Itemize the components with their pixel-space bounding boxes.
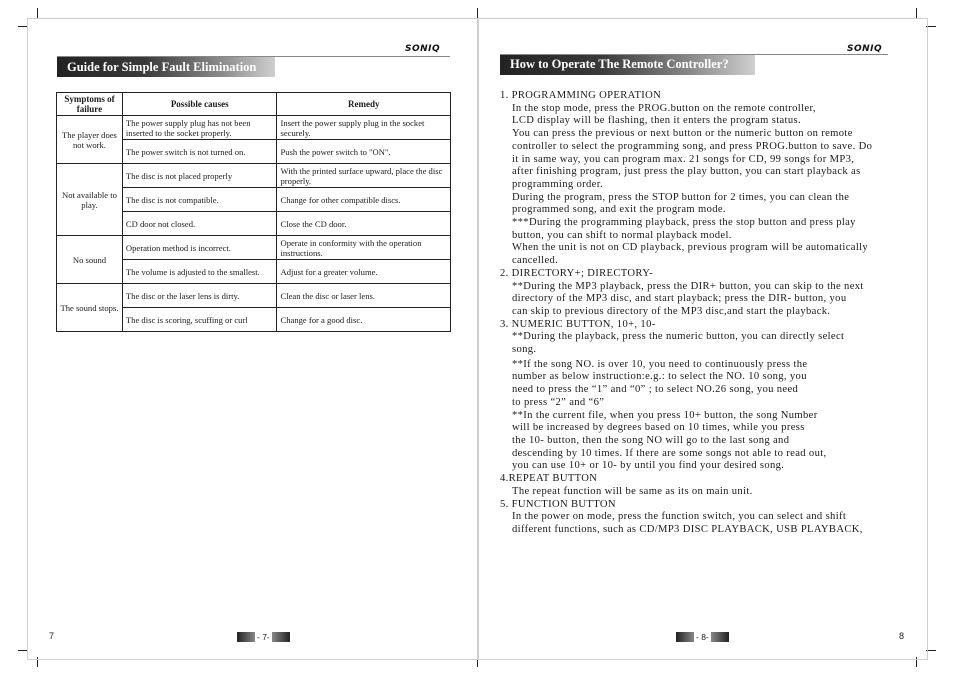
text-line: need to press the “1” and “0” ; to select NO.26 song, you need: [512, 384, 799, 396]
text-line: When the unit is not on CD playback, previous program will be automatically: [512, 242, 869, 254]
text-line: ***During the programming playback, press the stop button and press play: [512, 217, 856, 229]
crop-mark: [477, 8, 478, 18]
cause-cell: The power switch is not turned on.: [122, 140, 277, 164]
text-line: the 10- button, then the song NO will go to the last song and: [512, 434, 790, 446]
text-line: During the program, press the STOP button for 2 times, you can clean the: [512, 191, 850, 203]
text-line: **During the MP3 playback, press the DIR+ button, you can skip to the next: [512, 280, 864, 292]
section-title: 1. PROGRAMMING OPERATION: [500, 90, 662, 101]
text-line: it in same way, you can program max. 21 songs for CD, 99 songs for MP3,: [512, 153, 855, 165]
footer-block: [676, 632, 694, 642]
text-line: descending by 10 times. If there are some songs not able to read out,: [512, 447, 827, 459]
section-title: 3. NUMERIC BUTTON, 10+, 10-: [500, 318, 656, 330]
section-heading: How to Operate The Remote Controller?: [510, 57, 729, 71]
cause-cell: The volume is adjusted to the smallest.: [122, 260, 277, 284]
page-number: 7: [49, 631, 55, 641]
text-line: **During the playback, press the numeric button, you can directly select: [512, 331, 845, 343]
crop-mark: [916, 8, 917, 18]
section-title: 4.REPEAT BUTTON: [500, 473, 598, 485]
text-line: different functions, such as CD/MP3 DISC PLAYBACK, USB PLAYBACK,: [512, 523, 863, 535]
remedy-cell: Operate in conformity with the operation instructions.: [277, 236, 451, 260]
symptom-cell: No sound: [57, 236, 123, 284]
cause-cell: CD door not closed.: [122, 212, 277, 236]
footer-block: [272, 632, 290, 642]
section-title: 2. DIRECTORY+; DIRECTORY-: [500, 267, 653, 279]
text-line: button, you can shift to normal playback model.: [512, 229, 732, 241]
text-line: will be increased by degrees based on 10 times, while you press: [512, 422, 805, 434]
cause-cell: The disc is not compatible.: [122, 188, 277, 212]
text-line: cancelled.: [512, 255, 559, 267]
text-line: to press “2” and “6”: [512, 396, 605, 408]
crop-mark: [37, 8, 38, 18]
instructions-body: [500, 90, 900, 537]
text-line: can skip to previous directory of the MP3 disc,and start the playback.: [512, 305, 831, 317]
footer-block: [237, 632, 255, 642]
footer-label: - 7-: [257, 632, 270, 642]
text-line: The repeat function will be same as its on main unit.: [512, 485, 753, 497]
remedy-cell: Change for a good disc.: [277, 308, 451, 332]
symptom-cell: The sound stops.: [57, 284, 123, 332]
remedy-cell: Push the power switch to "ON".: [277, 140, 451, 164]
footer-label: - 8-: [696, 632, 709, 642]
symptom-cell: Not available to play.: [57, 164, 123, 236]
text-line: programming order.: [512, 178, 604, 190]
text-line: In the power on mode, press the function switch, you can select and shift: [512, 511, 847, 523]
footer-block: [711, 632, 729, 642]
cause-cell: The disc or the laser lens is dirty.: [122, 284, 277, 308]
text-line: song.: [512, 344, 537, 356]
page-footer: [237, 632, 290, 642]
remedy-cell: Close the CD door.: [277, 212, 451, 236]
remedy-cell: Adjust for a greater volume.: [277, 260, 451, 284]
header-symptoms: Symptoms of failure: [57, 93, 123, 116]
text-line: after finishing program, just press the play button, you can start playback as: [512, 166, 861, 178]
text-line: **If the song NO. is over 10, you need to continuously press the: [512, 358, 808, 370]
header-remedy: Remedy: [277, 93, 451, 116]
text-line: controller to select the programming song, and press PROG.button to save. Do: [512, 140, 873, 152]
remedy-cell: With the printed surface upward, place the disc properly.: [277, 164, 451, 188]
section-title: 5. FUNCTION BUTTON: [500, 498, 616, 510]
remedy-cell: Clean the disc or laser lens.: [277, 284, 451, 308]
text-line: programmed song, and exit the program mode.: [512, 204, 726, 216]
page-number: 8: [899, 631, 905, 641]
text-line: You can press the previous or next button or the numeric button on remote: [512, 128, 853, 140]
cause-cell: Operation method is incorrect.: [122, 236, 277, 260]
text-line: number as below instruction:e.g.: to select the NO. 10 song, you: [512, 371, 807, 383]
brand-logo: SONIQ: [405, 44, 441, 54]
cause-cell: The power supply plug has not been inserted to the socket properly.: [122, 116, 277, 140]
fault-table: [56, 92, 451, 332]
page-footer: [676, 632, 729, 642]
section-heading: Guide for Simple Fault Elimination: [67, 60, 257, 74]
cause-cell: The disc is not placed properly: [122, 164, 277, 188]
text-line: directory of the MP3 disc, and start playback; press the DIR- button, you: [512, 293, 847, 305]
brand-logo: SONIQ: [847, 44, 883, 54]
text-line: LCD display will be flashing, then it enters the program status.: [512, 115, 801, 127]
symptom-cell: The player does not work.: [57, 116, 123, 164]
cause-cell: The disc is scoring, scuffing or curl: [122, 308, 277, 332]
text-line: **In the current file, when you press 10+ button, the song Number: [512, 409, 818, 421]
text-line: In the stop mode, press the PROG.button on the remote controller,: [512, 102, 816, 114]
remedy-cell: Insert the power supply plug in the socket securely.: [277, 116, 451, 140]
header-causes: Possible causes: [122, 93, 277, 116]
text-line: you can use 10+ or 10- by until you find your desired song.: [512, 460, 785, 472]
remedy-cell: Change for other compatible discs.: [277, 188, 451, 212]
